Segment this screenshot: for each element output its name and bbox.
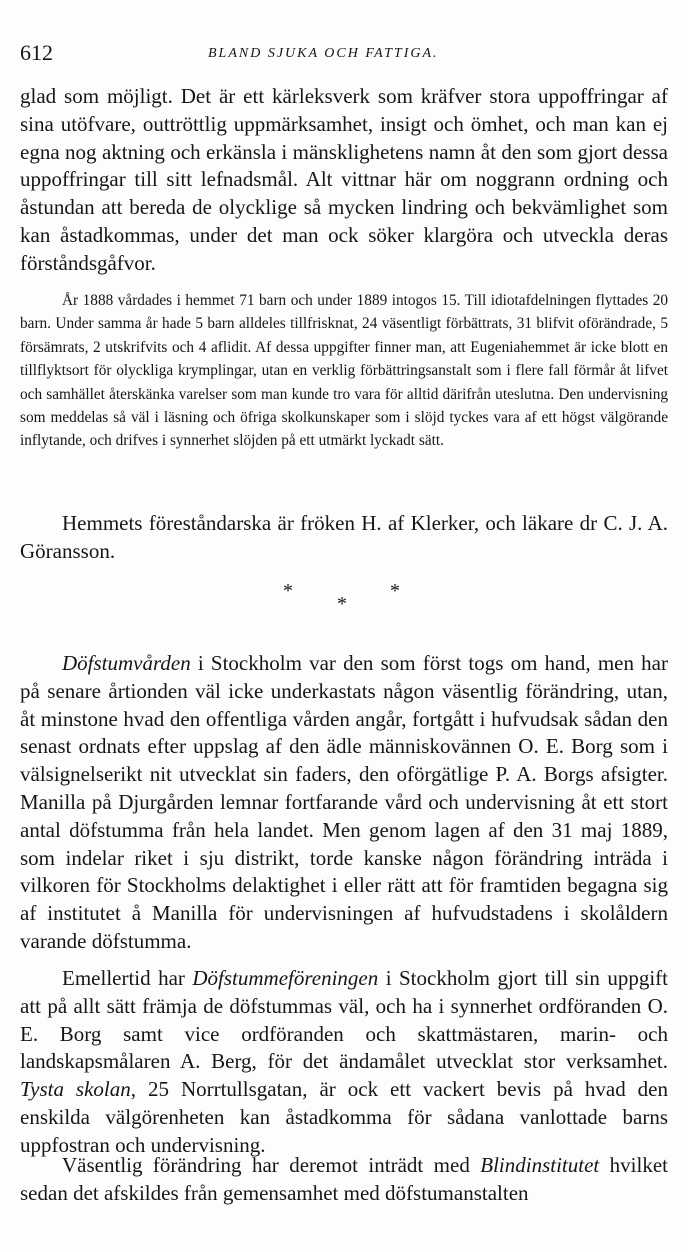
paragraph-statistics: År 1888 vårdades i hemmet 71 barn och under 1889 intogos 15. Till idiotafdelningen flyttades 20 barn. Under samma år hade 5 barn alldeles tillfrisknat, 24 väsentligt förbättrats, 31 blifvit oförändrade, 5 försämrats, 2 utskrifvits och 4 aflidit. Af dessa uppgifter finner man, att Eugeniahemmet är icke blott en tillflyktsort för olyckliga krymplingar, utan en verklig förbättringsanstalt som i flere fall förmår åt lifvet och samhället återskänka varelser som man kunde tro vara för alltid därifrån uteslutna. Den undervisning som meddelas så väl i läsning och öfriga skolkunskaper som i slöjd tyckes vara af ett högst välgörande inflytande, och drifves i synnerhet slöjden på ett utmärkt lyckadt sätt. [20,292,668,450]
paragraph-blind-institute [20,1152,668,1208]
paragraph-deaf-care [20,650,668,956]
paragraph-text: hvilket sedan det afskildes från gemensamhet med döfstumanstalten [20,1153,668,1205]
section-separator-asterisk: * [283,580,293,602]
paragraph-continuation: glad som möjligt. Det är ett kärleksverk som kräfver stora uppoffringar af sina utöfvare, outtröttlig uppmärksamhet, insigt och ömhet, och man kan ej egna nog aktning och erkänsla i mänsklighetens namn åt den som gjort dessa uppoffringar till sitt lefnadsmål. Alt vittnar här om noggrann ordning och åstundan att bereda de olycklige så mycken lindring och bekvämlighet som kan åstadkommas, under det man ock söker klargöra och utveckla deras förståndsgåfvor. [20,84,668,275]
paragraph-deaf-association [20,965,668,1160]
running-title: BLAND SJUKA OCH FATTIGA. [208,46,439,61]
paragraph-text: Väsentlig förändring har deremot inträdt med [62,1153,481,1177]
paragraph-text: Emellertid har [62,966,193,990]
paragraph-text: , 25 Norrtullsgatan, är ock ett vackert bevis på hvad den enskilda välgörenheten kan åstadkomma för sådana vanlottade barns uppfostran och undervisning. [20,1077,668,1157]
italic-term: Tysta skolan [20,1077,131,1102]
section-separator-asterisk: * [337,593,347,615]
paragraph-staff: Hemmets föreståndarska är fröken H. af Klerker, och läkare dr C. J. A. Göransson. [20,511,668,563]
page-number: 612 [20,40,53,65]
italic-term: Döfstumvården [62,651,191,675]
section-separator-asterisk: * [390,580,400,602]
italic-term: Döfstummeföreningen [192,966,379,990]
italic-term: Blindinstitutet [480,1153,600,1177]
paragraph-text: i Stockholm gjort till sin uppgift att på allt sätt främja de döfstummas väl, och ha i synnerhet ordföranden O. E. Borg samt vice ordföranden och skattmästaren, marin- och landskapsmålaren A. Berg, för det ändamålet utvecklat stor verksamhet. [20,966,668,1074]
page-header [20,40,668,68]
paragraph-text: i Stockholm var den som först togs om hand, men har på senare årtionden väl icke underkastats någon väsentlig förändring, utan, åt minstone hvad den offentliga vården angår, fortgått i hufvudsak sådan den senast ordnats efter uppslag af den ädle människovännen O. E. Borg som i välsignelserikt nit utvecklat sin faders, den oförgätlige P. A. Borgs afsigter. Manilla på Djurgården lemnar fortfarande vård och undervisning åt ett stort antal döfstumma från hela landet. Men genom lagen af den 31 maj 1889, som indelar riket i sju distrikt, torde kanske någon förändring inträda i vilkoren för Stockholms delaktighet i eller rätt att för framtiden begagna sig af institutet å Manilla för undervisningen af hufvudstadens i skolåldern varande döfstumma. [20,651,668,953]
